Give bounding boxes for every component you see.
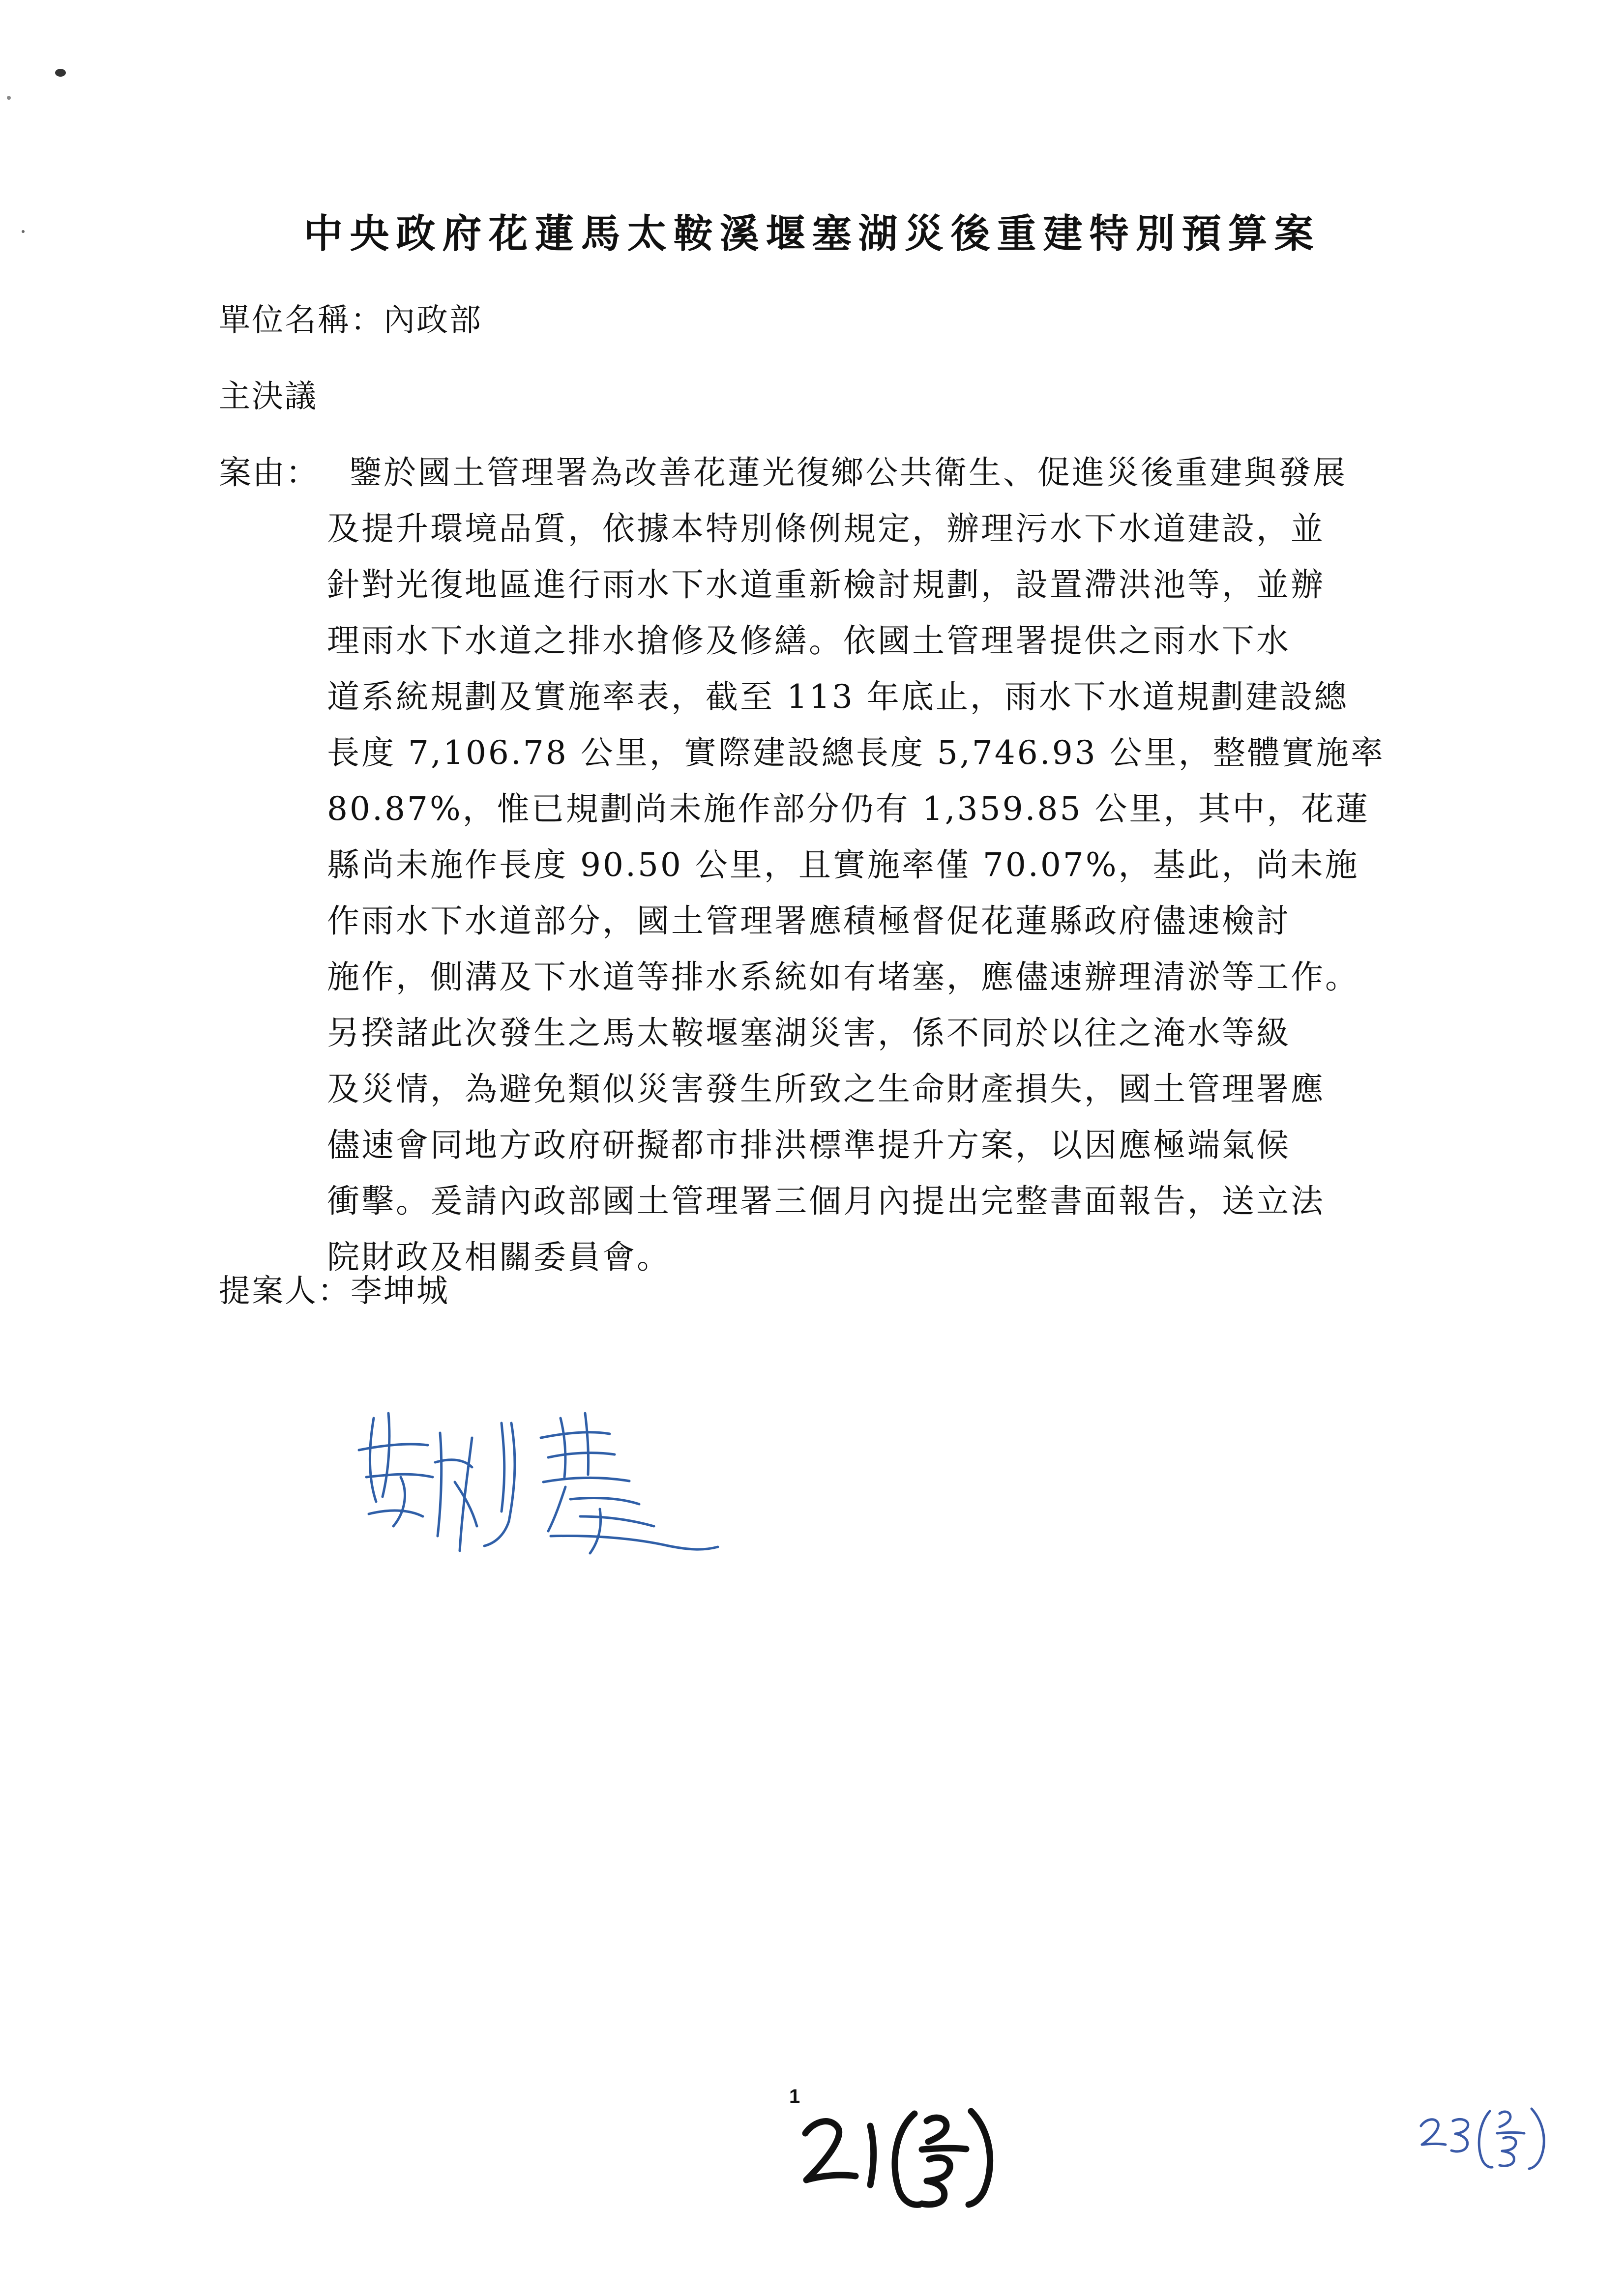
scan-speck (7, 96, 11, 100)
reason-label: 案由： (219, 454, 319, 492)
reason-line: 鑒於國土管理署為改善花蓮光復鄉公共衛生、促進災後重建與發展 (349, 454, 1347, 492)
reason-line: 縣尚未施作長度 90.50 公里，且實施率僅 70.07%，基此，尚未施 (327, 846, 1359, 884)
reason-line: 及災情，為避免類似災害發生所致之生命財產損失，國土管理署應 (327, 1070, 1325, 1108)
handwritten-signature (354, 1403, 728, 1561)
reason-line: 施作，側溝及下水道等排水系統如有堵塞，應儘速辦理清淤等工作。 (327, 958, 1359, 996)
reason-line: 作雨水下水道部分，國土管理署應積極督促花蓮縣政府儘速檢討 (327, 902, 1291, 940)
reason-line: 衝擊。爰請內政部國土管理署三個月內提出完整書面報告，送立法 (327, 1182, 1325, 1220)
reason-line: 針對光復地區進行雨水下水道重新檢討規劃，設置滯洪池等，並辦 (327, 566, 1325, 604)
reason-body (327, 445, 1475, 1285)
reason-line: 80.87%，惟已規劃尚未施作部分仍有 1,359.85 公里，其中，花蓮 (327, 790, 1370, 828)
reason-line: 及提升環境品質，依據本特別條例規定，辦理污水下水道建設，並 (327, 510, 1325, 548)
handwritten-page-mark (797, 2087, 1052, 2209)
decision-type: 主決議 (219, 378, 318, 415)
reason-line: 院財政及相關委員會。 (327, 1238, 671, 1276)
reason-line: 長度 7,106.78 公里，實際建設總長度 5,746.93 公里，整體實施率 (327, 734, 1385, 772)
handwritten-page-mark-blue (1416, 2096, 1593, 2170)
document-title: 中央政府花蓮馬太鞍溪堰塞湖災後重建特別預算案 (303, 210, 1321, 257)
unit-name-line: 單位名稱：內政部 (219, 302, 482, 339)
reason-line: 儘速會同地方政府研擬都市排洪標準提升方案，以因應極端氣候 (327, 1126, 1291, 1164)
reason-line: 道系統規劃及實施率表，截至 113 年底止，雨水下水道規劃建設總 (327, 678, 1349, 716)
reason-line: 另揆諸此次發生之馬太鞍堰塞湖災害，係不同於以往之淹水等級 (327, 1014, 1291, 1052)
proposer-line: 提案人：李坤城 (219, 1273, 449, 1309)
reason-line: 理雨水下水道之排水搶修及修繕。依國土管理署提供之雨水下水 (327, 622, 1291, 660)
page-number: 1 (789, 2086, 800, 2107)
scan-speck (55, 69, 66, 77)
